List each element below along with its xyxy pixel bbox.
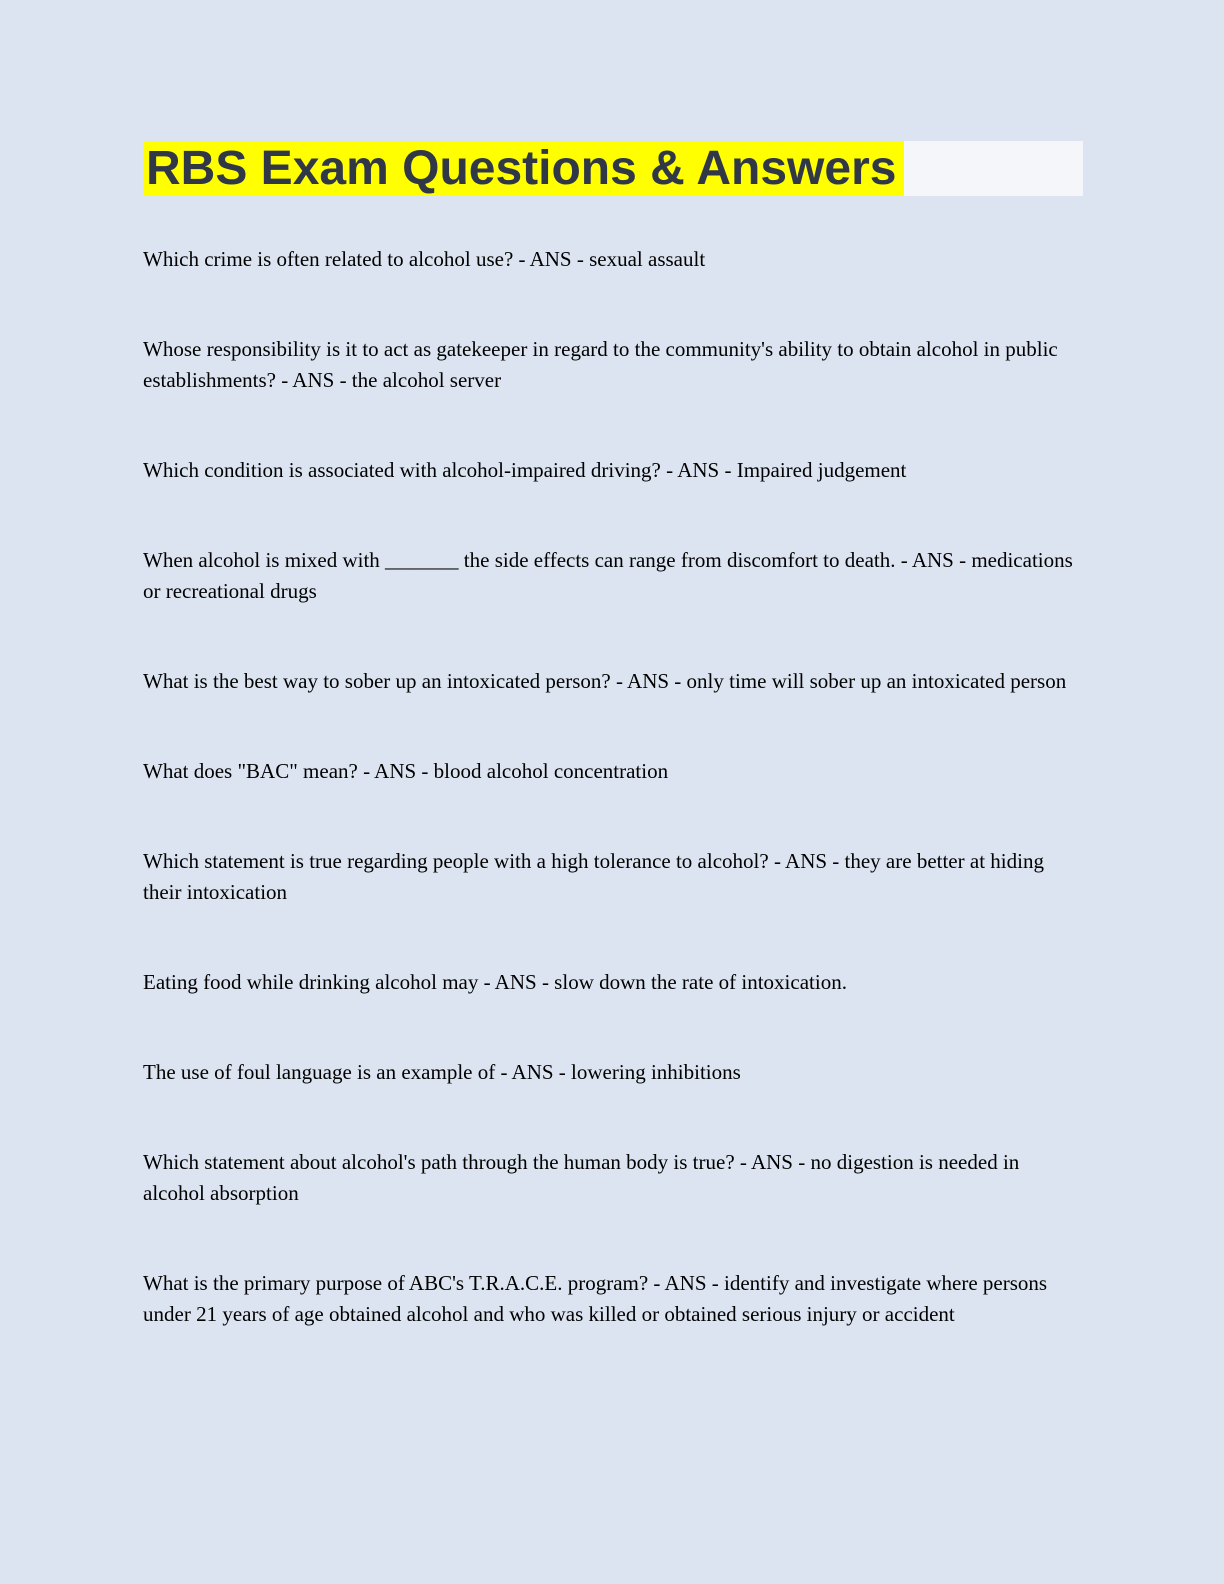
qa-item: Which statement about alcohol's path through the human body is true? - ANS - no digestion is needed in alcohol absorption — [143, 1150, 1020, 1205]
qa-item: What does "BAC" mean? - ANS - blood alcohol concentration — [143, 759, 669, 783]
qa-item: Eating food while drinking alcohol may - ANS - slow down the rate of intoxication. — [143, 970, 847, 994]
qa-item: The use of foul language is an example of - ANS - lowering inhibitions — [143, 1060, 741, 1084]
qa-item: What is the primary purpose of ABC's T.R.A.C.E. program? - ANS - identify and investigate where persons under 21 years of age obtained alcohol and who was killed or obtained serious injury or accident — [143, 1271, 1048, 1326]
qa-item: When alcohol is mixed with _______ the side effects can range from discomfort to death. - ANS - medications or recreational drugs — [143, 548, 1073, 603]
qa-item: Which crime is often related to alcohol use? - ANS - sexual assault — [143, 247, 706, 271]
page-title-highlight: RBS Exam Questions & Answers — [143, 141, 904, 196]
qa-item: Which statement is true regarding people with a high tolerance to alcohol? - ANS - they are better at hiding their intoxication — [143, 849, 1044, 904]
qa-item: What is the best way to sober up an intoxicated person? - ANS - only time will sober up an intoxicated person — [143, 669, 1067, 693]
qa-item: Whose responsibility is it to act as gatekeeper in regard to the community's ability to obtain alcohol in public establishments? - ANS - the alcohol server — [143, 337, 1058, 392]
qa-item: Which condition is associated with alcohol-impaired driving? - ANS - Impaired judgement — [143, 458, 907, 482]
page-title — [143, 141, 1083, 196]
